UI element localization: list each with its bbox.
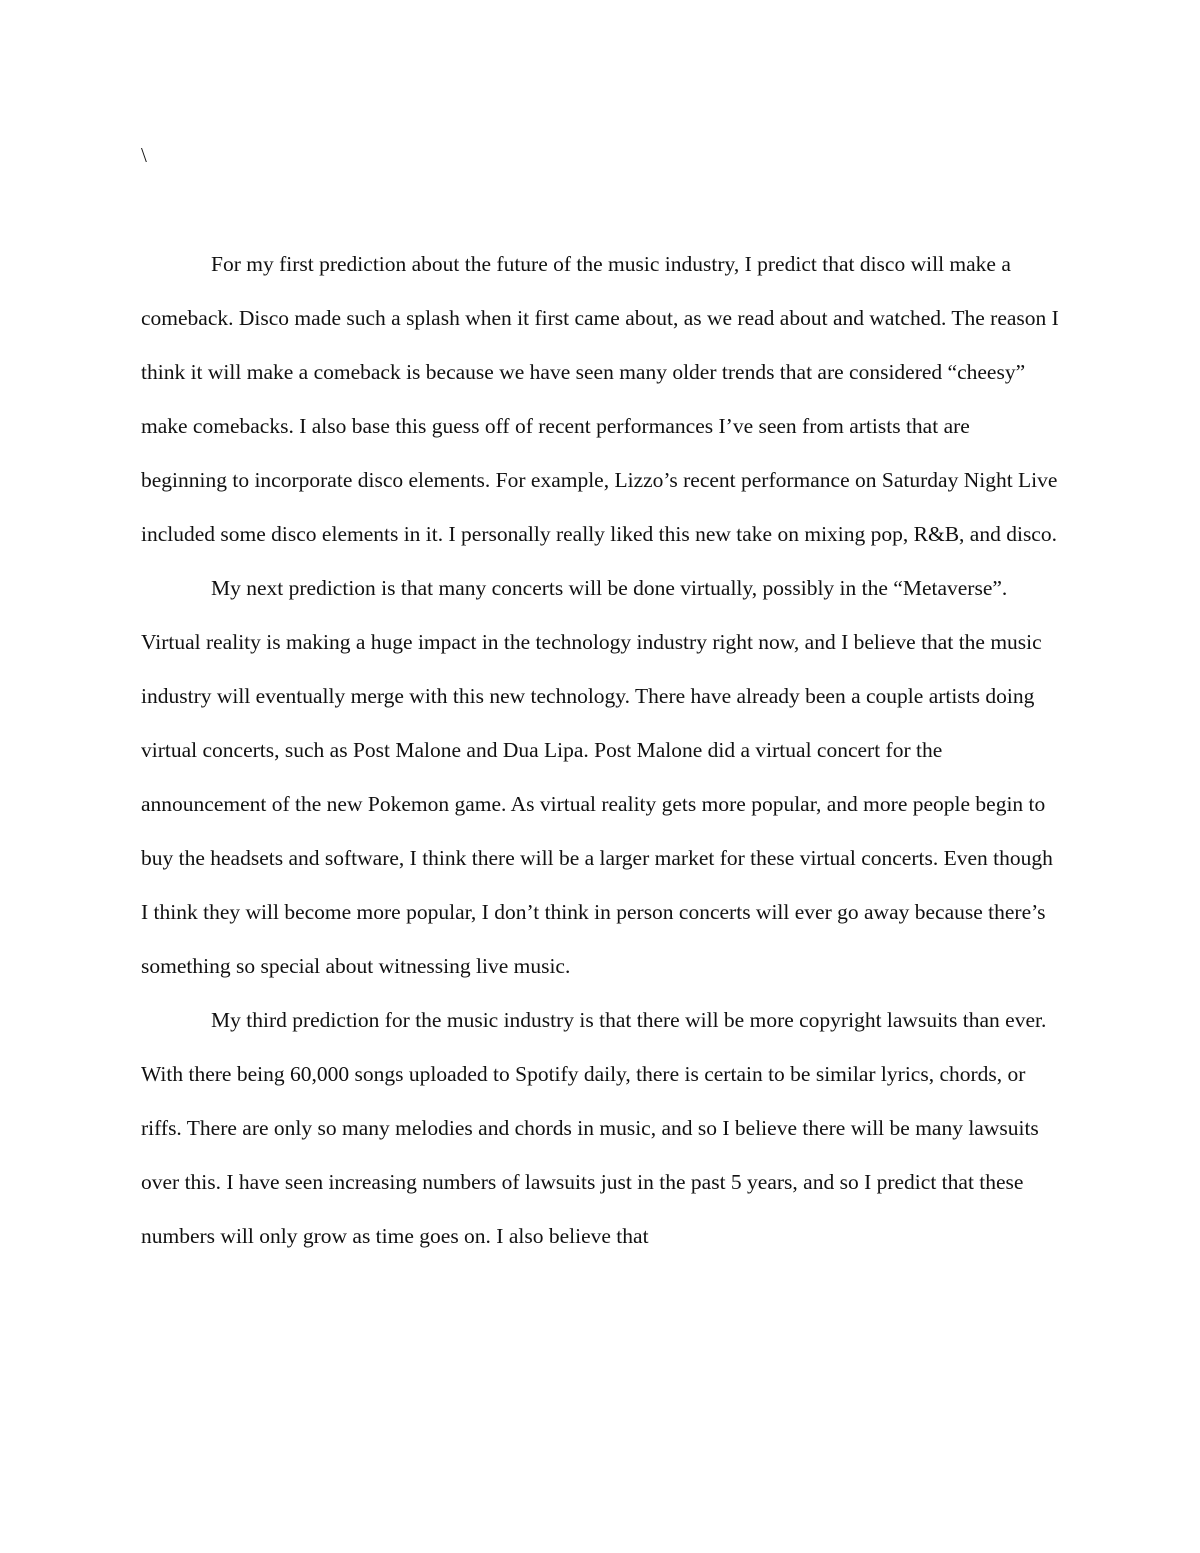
paragraph-copyright-lawsuits-prediction: My third prediction for the music industry is that there will be more copyright lawsuits than ever. With there being 60,000 songs uploaded to Spotify daily, there is certain to be similar lyrics, chords, or riffs. There are only so many melodies and chords in music, and so I believe there will be many lawsuits over this. I have seen increasing numbers of lawsuits just in the past 5 years, and so I predict that these numbers will only grow as time goes on. I also believe that [141, 1008, 1047, 1248]
paragraph-virtual-concerts-prediction: My next prediction is that many concerts will be done virtually, possibly in the “Metaverse”. Virtual reality is making a huge impact in the technology industry right now, and I believe that the music industry will eventually merge with this new technology. There have already been a couple artists doing virtual concerts, such as Post Malone and Dua Lipa. Post Malone did a virtual concert for the announcement of the new Pokemon game. As virtual reality gets more popular, and more people begin to buy the headsets and software, I think there will be a larger market for these virtual concerts. Even though I think they will become more popular, I don’t think in person concerts will ever go away because there’s something so special about witnessing live music. [141, 576, 1053, 978]
header-backslash-mark: \ [141, 143, 147, 167]
essay-body [141, 237, 1059, 1263]
paragraph-disco-prediction: For my first prediction about the future of the music industry, I predict that disco will make a comeback. Disco made such a splash when it first came about, as we read about and watched. The reason I think it will make a comeback is because we have seen many older trends that are considered “cheesy” make comebacks. I also base this guess off of recent performances I’ve seen from artists that are beginning to incorporate disco elements. For example, Lizzo’s recent performance on Saturday Night Live included some disco elements in it. I personally really liked this new take on mixing pop, R&B, and disco. [141, 252, 1059, 546]
